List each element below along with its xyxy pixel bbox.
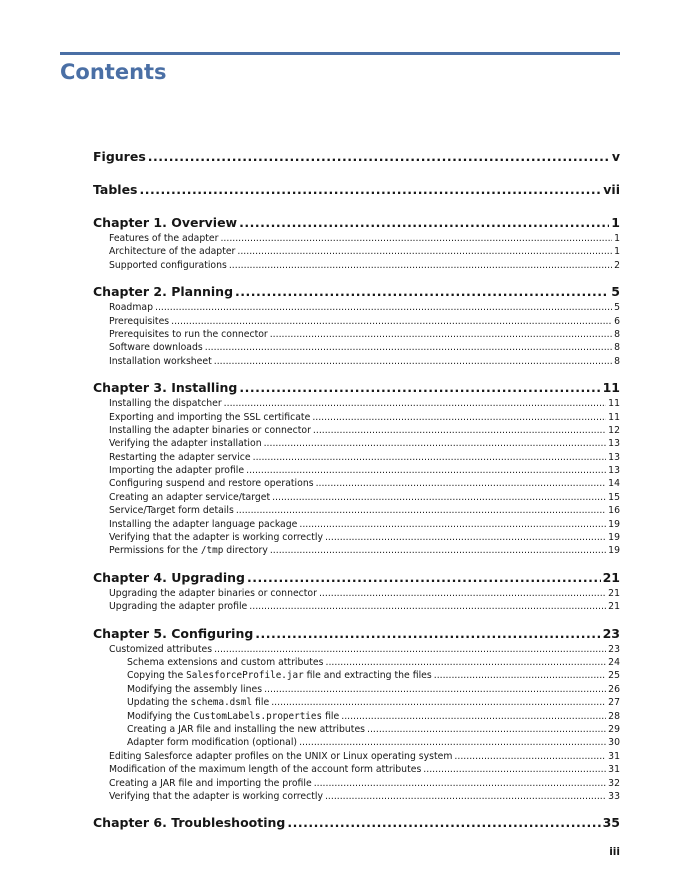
dot-leader <box>264 683 606 696</box>
table-of-contents <box>93 140 620 832</box>
toc-section-entry[interactable] <box>93 750 620 763</box>
toc-chapter-entry[interactable] <box>93 569 620 587</box>
dot-leader <box>255 625 600 643</box>
toc-section-entry[interactable] <box>93 656 620 669</box>
toc-page-number: vii <box>603 182 620 197</box>
toc-section-entry[interactable] <box>93 259 620 272</box>
dot-leader <box>214 355 612 368</box>
toc-page-number: 21 <box>602 569 620 585</box>
toc-section-entry[interactable] <box>93 763 620 776</box>
toc-page-number: 15 <box>608 491 620 503</box>
toc-page-number: 35 <box>602 815 620 831</box>
toc-page-number: 23 <box>608 643 620 655</box>
dot-leader <box>253 451 607 464</box>
toc-chapter-entry[interactable] <box>93 148 620 166</box>
toc-chapter-entry[interactable] <box>93 181 620 199</box>
toc-section-entry[interactable] <box>93 544 620 557</box>
toc-section-entry[interactable] <box>93 491 620 504</box>
toc-section-entry[interactable] <box>93 464 620 477</box>
toc-section-entry[interactable] <box>93 643 620 656</box>
toc-entry-title: Restarting the adapter service <box>109 451 251 463</box>
toc-entry-title: Service/Target form details <box>109 505 234 517</box>
toc-section-entry[interactable] <box>93 587 620 600</box>
toc-entry-title: Verifying that the adapter is working correctly <box>109 790 323 802</box>
dot-leader <box>316 477 607 490</box>
toc-entry-title: Modification of the maximum length of the account form attributes <box>109 764 422 776</box>
toc-section-entry[interactable] <box>93 723 620 736</box>
toc-section-entry[interactable] <box>93 341 620 354</box>
toc-entry-title: Creating an adapter service/target <box>109 491 271 503</box>
toc-section-entry[interactable] <box>93 696 620 709</box>
toc-entry-title: Verifying that the adapter is working correctly <box>109 532 323 544</box>
toc-section-entry[interactable] <box>93 518 620 531</box>
toc-page-number: 33 <box>608 790 620 802</box>
dot-leader <box>271 696 606 709</box>
dot-leader <box>148 148 610 166</box>
toc-section-entry[interactable] <box>93 451 620 464</box>
toc-page-number: 11 <box>608 411 620 423</box>
toc-section-entry[interactable] <box>93 232 620 245</box>
toc-page-number: 1 <box>614 233 620 244</box>
toc-entry-title: Supported configurations <box>109 259 227 271</box>
toc-section-entry[interactable] <box>93 424 620 437</box>
dot-leader <box>247 569 601 587</box>
toc-page-number: 5 <box>611 284 620 300</box>
toc-page-number: 13 <box>608 465 620 477</box>
toc-entry-title: Figures <box>93 149 146 164</box>
toc-page-number: 1 <box>614 246 620 258</box>
dot-leader <box>214 643 606 656</box>
toc-page-number: 26 <box>608 683 620 695</box>
toc-entry-title: Customized attributes <box>109 643 213 655</box>
toc-page-number: 16 <box>608 505 620 517</box>
dot-leader <box>236 504 606 517</box>
dot-leader <box>325 531 606 544</box>
dot-leader <box>249 600 606 613</box>
toc-page-number: v <box>611 149 620 164</box>
toc-page-number: 11 <box>602 380 620 396</box>
toc-page-number: 19 <box>608 518 620 530</box>
dot-leader <box>140 181 602 199</box>
toc-entry-title: Prerequisites <box>109 315 170 327</box>
toc-page-number: 23 <box>602 625 620 641</box>
toc-page-number: 8 <box>614 355 620 367</box>
toc-entry-title: Adapter form modification (optional) <box>127 737 298 749</box>
toc-section-entry[interactable] <box>93 245 620 258</box>
toc-page-number: 19 <box>608 545 620 557</box>
toc-entry-title: Tables <box>93 182 138 197</box>
dot-leader <box>454 750 606 763</box>
dot-leader <box>246 464 606 477</box>
toc-page-number: 25 <box>608 670 620 682</box>
toc-entry-title: Chapter 5. Configuring <box>93 625 254 641</box>
toc-entry-title: Updating the schema.dsml file <box>127 697 270 709</box>
dot-leader <box>299 518 606 531</box>
toc-entry-title: Upgrading the adapter profile <box>109 601 248 613</box>
toc-entry-title: Chapter 6. Troubleshooting <box>93 815 286 831</box>
toc-entry-title: Modifying the assembly lines <box>127 683 263 695</box>
toc-page-number: 21 <box>608 601 620 613</box>
dot-leader <box>237 245 612 258</box>
toc-entry-title: Installing the adapter language package <box>109 518 298 530</box>
dot-leader <box>326 656 607 669</box>
dot-leader <box>325 790 606 803</box>
toc-page-number: 29 <box>608 723 620 735</box>
toc-section-entry[interactable] <box>93 355 620 368</box>
dot-leader <box>287 814 600 832</box>
toc-page-number: 32 <box>608 777 620 789</box>
toc-entry-title: Modifying the CustomLabels.properties file <box>127 710 340 722</box>
toc-entry-title: Schema extensions and custom attributes <box>127 656 324 668</box>
toc-section-entry[interactable] <box>93 710 620 723</box>
toc-page-number: 13 <box>608 451 620 463</box>
toc-entry-title: Creating a JAR file and installing the new attributes <box>127 723 366 735</box>
dot-leader <box>423 763 606 776</box>
page-number: iii <box>609 846 620 858</box>
toc-section-entry[interactable] <box>93 683 620 696</box>
dot-leader <box>220 232 612 245</box>
toc-page-number: 6 <box>614 315 620 327</box>
toc-page-number: 11 <box>608 398 620 410</box>
toc-entry-title: Installing the adapter binaries or connector <box>109 424 311 436</box>
toc-entry-title: Exporting and importing the SSL certificate <box>109 411 311 423</box>
toc-page-number: 1 <box>611 215 620 230</box>
toc-chapter-entry[interactable] <box>93 625 620 643</box>
toc-entry-title: Configuring suspend and restore operations <box>109 478 314 490</box>
dot-leader <box>314 777 606 790</box>
toc-page-number: 13 <box>608 438 620 450</box>
header-rule <box>60 52 620 55</box>
toc-entry-title: Upgrading the adapter binaries or connector <box>109 587 317 599</box>
dot-leader <box>239 379 600 397</box>
toc-page-number: 5 <box>614 302 620 314</box>
toc-entry-title: Features of the adapter <box>109 233 219 244</box>
toc-page-number: 24 <box>608 656 620 668</box>
toc-page-number: 31 <box>608 764 620 776</box>
toc-entry-title: Architecture of the adapter <box>109 246 236 258</box>
dot-leader <box>171 315 612 328</box>
toc-section-entry[interactable] <box>93 777 620 790</box>
toc-entry-title: Chapter 2. Planning <box>93 284 234 300</box>
toc-section-entry[interactable] <box>93 301 620 314</box>
toc-entry-title: Verifying the adapter installation <box>109 438 262 450</box>
toc-entry-title: Copying the SalesforceProfile.jar file and extracting the files <box>127 670 432 682</box>
page-title: Contents <box>60 60 167 84</box>
toc-section-entry[interactable] <box>93 669 620 682</box>
dot-leader <box>270 328 612 341</box>
dot-leader <box>264 437 607 450</box>
dot-leader <box>205 341 612 354</box>
dot-leader <box>313 424 606 437</box>
toc-page-number: 28 <box>608 710 620 722</box>
dot-leader <box>270 544 606 557</box>
toc-page-number: 27 <box>608 697 620 709</box>
dot-leader <box>341 710 606 723</box>
toc-section-entry[interactable] <box>93 411 620 424</box>
toc-section-entry[interactable] <box>93 328 620 341</box>
toc-section-entry[interactable] <box>93 790 620 803</box>
toc-entry-title: Chapter 1. Overview <box>93 215 238 230</box>
toc-entry-title: Software downloads <box>109 342 203 354</box>
toc-chapter-entry[interactable] <box>93 379 620 397</box>
toc-page-number: 31 <box>608 750 620 762</box>
toc-section-entry[interactable] <box>93 397 620 410</box>
toc-chapter-entry[interactable] <box>93 283 620 301</box>
toc-entry-title: Chapter 3. Installing <box>93 380 238 396</box>
toc-page-number: 21 <box>608 587 620 599</box>
toc-page-number: 19 <box>608 532 620 544</box>
toc-section-entry[interactable] <box>93 315 620 328</box>
dot-leader <box>367 723 606 736</box>
toc-entry-title: Editing Salesforce adapter profiles on the UNIX or Linux operating system <box>109 750 453 762</box>
toc-entry-title: Chapter 4. Upgrading <box>93 569 245 585</box>
toc-page-number: 8 <box>614 342 620 354</box>
toc-page-number: 8 <box>614 328 620 340</box>
toc-section-entry[interactable] <box>93 437 620 450</box>
dot-leader <box>235 283 609 301</box>
toc-entry-title: Installation worksheet <box>109 355 212 367</box>
dot-leader <box>239 214 609 232</box>
dot-leader <box>299 736 606 749</box>
toc-page-number: 30 <box>608 737 620 749</box>
toc-section-entry[interactable] <box>93 736 620 749</box>
toc-page-number: 12 <box>608 424 620 436</box>
dot-leader <box>229 259 612 272</box>
toc-entry-title: Creating a JAR file and importing the profile <box>109 777 312 789</box>
toc-section-entry[interactable] <box>93 477 620 490</box>
toc-section-entry[interactable] <box>93 531 620 544</box>
toc-entry-title: Roadmap <box>109 302 153 314</box>
dot-leader <box>434 669 606 682</box>
dot-leader <box>319 587 606 600</box>
dot-leader <box>312 411 606 424</box>
toc-entry-title: Permissions for the /tmp directory <box>109 545 268 557</box>
dot-leader <box>155 301 612 314</box>
toc-chapter-entry[interactable] <box>93 214 620 232</box>
toc-page-number: 2 <box>614 259 620 271</box>
toc-section-entry[interactable] <box>93 600 620 613</box>
toc-entry-title: Installing the dispatcher <box>109 398 222 410</box>
toc-chapter-entry[interactable] <box>93 814 620 832</box>
dot-leader <box>224 397 607 410</box>
toc-section-entry[interactable] <box>93 504 620 517</box>
toc-entry-title: Prerequisites to run the connector <box>109 328 268 340</box>
toc-page-number: 14 <box>608 478 620 490</box>
toc-entry-title: Importing the adapter profile <box>109 465 245 477</box>
dot-leader <box>272 491 606 504</box>
